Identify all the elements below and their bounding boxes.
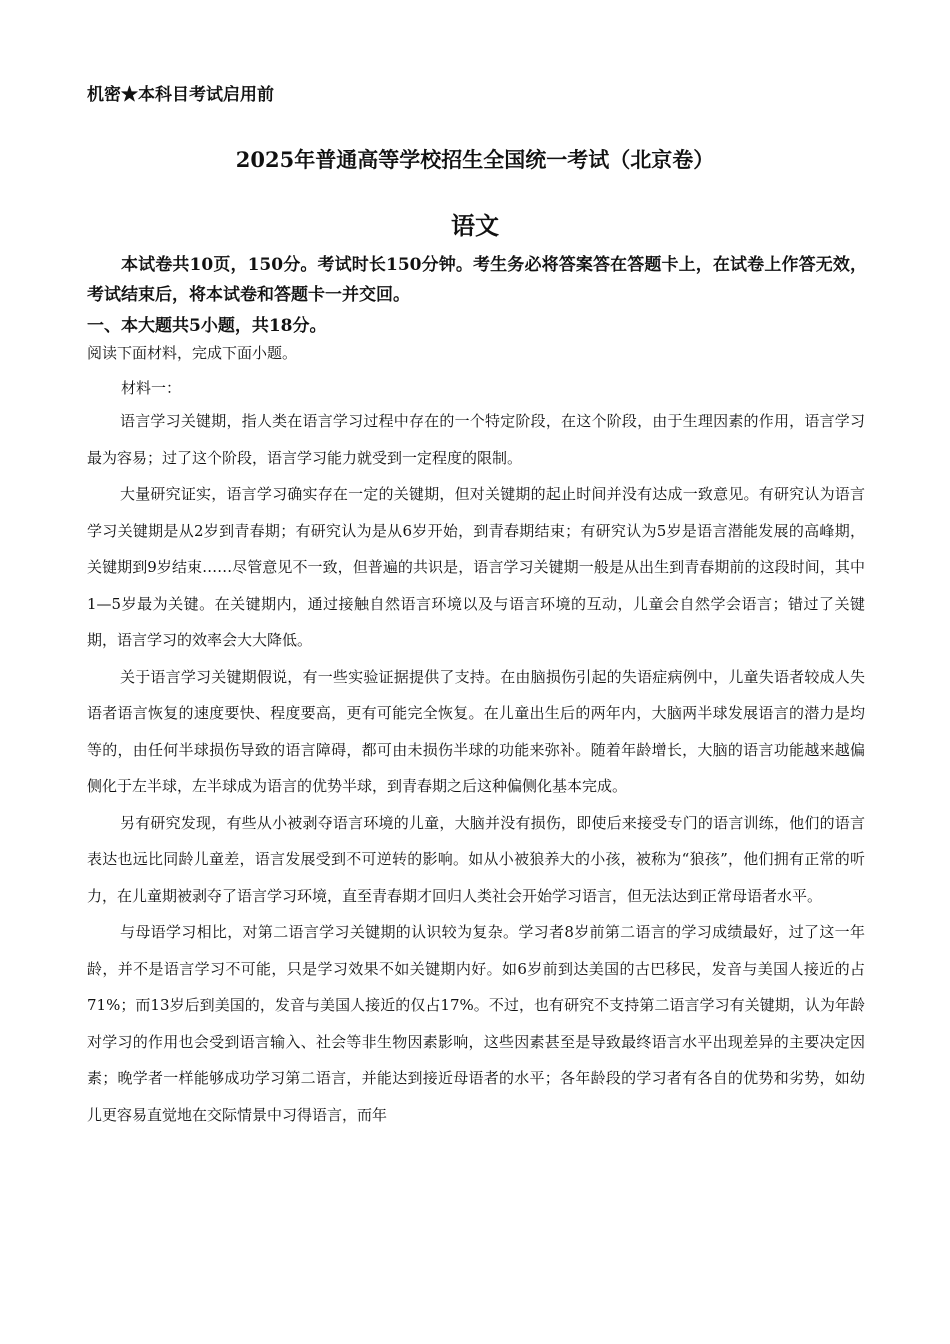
paragraph-2: 大量研究证实，语言学习确实存在一定的关键期，但对关键期的起止时间并没有达成一致意见。有研究认为语言学习关键期是从2岁到青春期；有研究认为是从6岁开始，到青春期结束；有研究认为5岁是语言潜能发展的高峰期，关键期到9岁结束……尽管意见不一致，但普遍的共识是，语言学习关键期一般是从出生到青春期前的这段时间，其中1—5岁最为关键。在关键期内，通过接触自然语言环境以及与语言环境的互动，儿童会自然学会语言；错过了关键期，语言学习的效率会大大降低。 <box>87 485 865 649</box>
material-body <box>87 403 865 1133</box>
exam-title: 2025年普通高等学校招生全国统一考试（北京卷） <box>235 147 715 172</box>
paragraph-4: 另有研究发现，有些从小被剥夺语言环境的儿童，大脑并没有损伤，即使后来接受专门的语言训练，他们的语言表达也远比同龄儿童差，语言发展受到不可逆转的影响。如从小被狼养大的小孩，被称为“狼孩”，他们拥有正常的听力，在儿童期被剥夺了语言学习环境，直至青春期才回归人类社会开始学习语言，但无法达到正常母语者水平。 <box>87 813 865 905</box>
paragraph-1: 语言学习关键期，指人类在语言学习过程中存在的一个特定阶段，在这个阶段，由于生理因素的作用，语言学习最为容易；过了这个阶段，语言学习能力就受到一定程度的限制。 <box>87 412 865 467</box>
exam-notice: 本试卷共10页，150分。考试时长150分钟。考生务必将答案答在答题卡上，在试卷上作答无效，考试结束后，将本试卷和答题卡一并交回。 <box>87 255 867 305</box>
section-heading: 一、本大题共5小题，共18分。 <box>87 316 327 336</box>
paragraph-3: 关于语言学习关键期假说，有一些实验证据提供了支持。在由脑损伤引起的失语症病例中，儿童失语者较成人失语者语言恢复的速度要快、程度要高，更有可能完全恢复。在儿童出生后的两年内，大脑两半球发展语言的潜力是均等的，由任何半球损伤导致的语言障碍，都可由未损伤半球的功能来弥补。随着年龄增长，大脑的语言功能越来越偏侧化于左半球，左半球成为语言的优势半球，到青春期之后这种偏侧化基本完成。 <box>87 667 865 795</box>
paragraph-5: 与母语学习相比，对第二语言学习关键期的认识较为复杂。学习者8岁前第二语言的学习成绩最好，过了这一年龄，并不是语言学习不可能，只是学习效果不如关键期内好。如6岁前到达美国的古巴移民，发音与美国人接近的占71%；而13岁后到美国的，发音与美国人接近的仅占17%。不过，也有研究不支持第二语言学习有关键期，认为年龄对学习的作用也会受到语言输入、社会等非生物因素影响，这些因素甚至是导致最终语言水平出现差异的主要决定因素；晚学者一样能够成功学习第二语言，并能达到接近母语者的水平；各年龄段的学习者有各自的优势和劣势，如幼儿更容易直觉地在交际情景中习得语言，而年 <box>87 923 865 1124</box>
confidential-label: 机密★本科目考试启用前 <box>87 85 274 105</box>
material-label: 材料一： <box>121 379 182 397</box>
subject-title: 语文 <box>451 211 499 240</box>
reading-instruction: 阅读下面材料，完成下面小题。 <box>87 344 298 362</box>
